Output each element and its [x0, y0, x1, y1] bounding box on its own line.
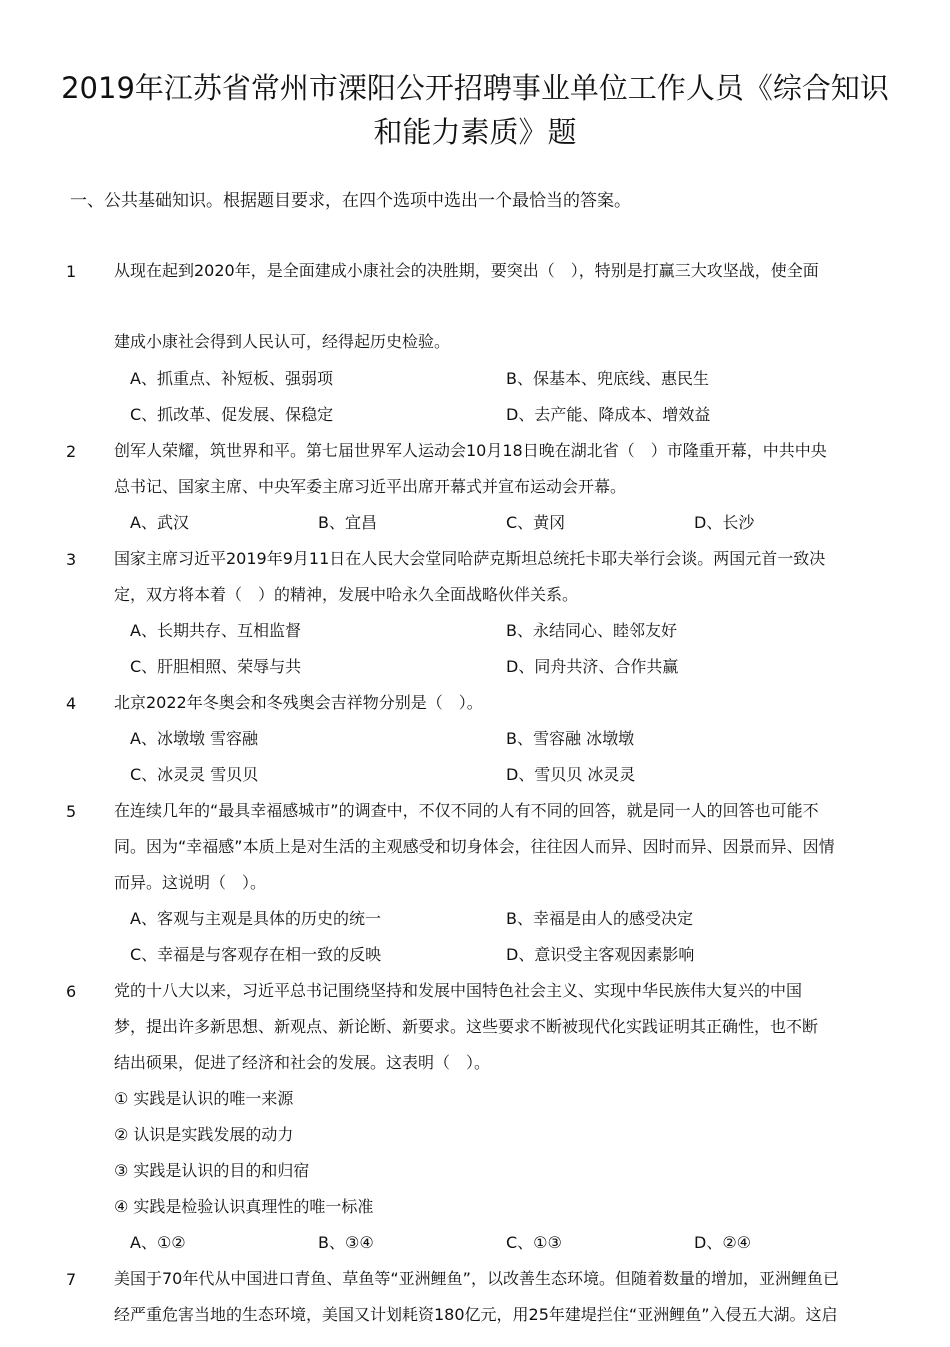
question-text-line: 在连续几年的“最具幸福感城市”的调查中，不仅不同的人有不同的回答，就是同一人的回答也可能不: [114, 801, 819, 820]
question-text-line: 创军人荣耀，筑世界和平。第七届世界军人运动会10月18日晚在湖北省（ ）市隆重开幕，中共中央: [114, 441, 827, 460]
question-text-line: 总书记、国家主席、中央军委主席习近平出席开幕式并宣布运动会开幕。: [114, 477, 627, 496]
option-b: B、保基本、兜底线、惠民生: [506, 369, 709, 388]
statement-item: ② 认识是实践发展的动力: [114, 1125, 294, 1144]
option-d: D、雪贝贝 冰灵灵: [506, 765, 636, 784]
option-d: D、同舟共济、合作共赢: [506, 657, 679, 676]
option-c: C、冰灵灵 雪贝贝: [130, 765, 259, 784]
question-text-line: 北京2022年冬奥会和冬残奥会吉祥物分别是（ ）。: [114, 693, 483, 712]
option-b: B、幸福是由人的感受决定: [506, 909, 693, 928]
question-number: 5: [66, 802, 77, 821]
question-text-line: 而异。这说明（ ）。: [114, 873, 267, 892]
statement-item: ① 实践是认识的唯一来源: [114, 1089, 294, 1108]
option-d: D、去产能、降成本、增效益: [506, 405, 711, 424]
question-number: 1: [66, 262, 77, 281]
option-d: D、意识受主客观因素影响: [506, 945, 695, 964]
title-line-2: 和能力素质》题: [373, 115, 577, 149]
option-a: A、武汉: [130, 513, 189, 532]
question-number: 7: [66, 1270, 77, 1289]
question-text-line: 定，双方将本着（ ）的精神，发展中哈永久全面战略伙伴关系。: [114, 585, 579, 604]
question-text-line: 党的十八大以来，习近平总书记围绕坚持和发展中国特色社会主义、实现中华民族伟大复兴的中国: [114, 981, 803, 1000]
statement-item: ③ 实践是认识的目的和归宿: [114, 1161, 310, 1180]
statement-item: ④ 实践是检验认识真理性的唯一标准: [114, 1197, 374, 1216]
question-text-line: 经严重危害当地的生态环境，美国又计划耗资180亿元，用25年建堤拦住“亚洲鲤鱼”入侵五大湖。这启: [114, 1305, 838, 1324]
option-a: A、①②: [130, 1233, 186, 1252]
question-text-line: 国家主席习近平2019年9月11日在人民大会堂同哈萨克斯坦总统托卡耶夫举行会谈。两国元首一致决: [114, 549, 826, 568]
option-c: C、肝胆相照、荣辱与共: [130, 657, 302, 676]
option-a: A、抓重点、补短板、强弱项: [130, 369, 333, 388]
question-text-line: 同。因为“幸福感”本质上是对生活的主观感受和切身体会，往往因人而异、因时而异、因景而异、因情: [114, 837, 835, 856]
option-c: C、幸福是与客观存在相一致的反映: [130, 945, 382, 964]
question-text-line: 结出硕果，促进了经济和社会的发展。这表明（ ）。: [114, 1053, 491, 1072]
option-a: A、客观与主观是具体的历史的统一: [130, 909, 381, 928]
question-number: 4: [66, 694, 77, 713]
option-d: D、长沙: [694, 513, 755, 532]
option-d: D、②④: [694, 1233, 752, 1252]
option-c: C、抓改革、促发展、保稳定: [130, 405, 334, 424]
question-number: 3: [66, 550, 77, 569]
section-heading: 一、公共基础知识。根据题目要求，在四个选项中选出一个最恰当的答案。: [70, 191, 631, 211]
option-a: A、冰墩墩 雪容融: [130, 729, 259, 748]
option-c: C、黄冈: [506, 513, 566, 532]
option-c: C、①③: [506, 1233, 562, 1252]
option-b: B、永结同心、睦邻友好: [506, 621, 677, 640]
option-b: B、雪容融 冰墩墩: [506, 729, 635, 748]
document-title: [40, 66, 910, 154]
question-text-line: 美国于70年代从中国进口青鱼、草鱼等“亚洲鲤鱼”，以改善生态环境。但随着数量的增加，亚洲鲤鱼已: [114, 1269, 839, 1288]
question-number: 6: [66, 982, 77, 1001]
option-a: A、长期共存、互相监督: [130, 621, 301, 640]
option-b: B、宜昌: [318, 513, 377, 532]
option-b: B、③④: [318, 1233, 374, 1252]
title-line-1: 2019年江苏省常州市溧阳公开招聘事业单位工作人员《综合知识: [61, 71, 889, 105]
question-text-line: 建成小康社会得到人民认可，经得起历史检验。: [114, 332, 451, 351]
question-text-line: 梦，提出许多新思想、新观点、新论断、新要求。这些要求不断被现代化实践证明其正确性，也不断: [114, 1017, 819, 1036]
question-number: 2: [66, 442, 77, 461]
question-text-line: 从现在起到2020年，是全面建成小康社会的决胜期，要突出（ ），特别是打赢三大攻坚战，使全面: [114, 261, 819, 280]
